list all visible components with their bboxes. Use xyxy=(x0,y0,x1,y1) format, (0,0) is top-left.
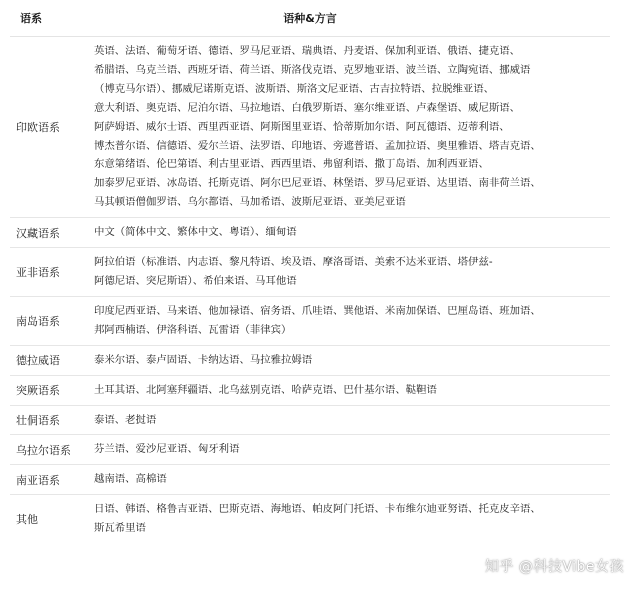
language-line: 越南语、高棉语 xyxy=(94,473,167,486)
language-family: 印欧语系 xyxy=(16,121,60,135)
language-line: 印度尼西亚语、马来语、他加禄语、宿务语、爪哇语、巽他语、米南加保语、巴厘岛语、班加语、 xyxy=(94,304,541,317)
language-line: 博杰普尔语、信德语、爱尔兰语、法罗语、印地语、旁遮普语、孟加拉语、奥里雅语、塔吉克语、 xyxy=(94,139,541,152)
language-line: 泰语、老挝语 xyxy=(94,413,157,426)
table-body xyxy=(10,37,610,543)
language-family: 突厥语系 xyxy=(16,384,60,398)
language-line: 马其顿语僧伽罗语、乌尔都语、马加希语、波斯尼亚语、亚美尼亚语 xyxy=(94,196,406,209)
language-line: 阿德尼语、突尼斯语）、希伯来语、马耳他语 xyxy=(94,274,297,287)
table-row xyxy=(10,435,610,465)
language-line: 阿萨姆语、威尔士语、西里西亚语、阿斯图里亚语、恰蒂斯加尔语、阿瓦德语、迈蒂利语、 xyxy=(94,120,510,133)
language-list xyxy=(94,37,610,217)
language-line: 意大利语、奥克语、尼泊尔语、马拉地语、白俄罗斯语、塞尔维亚语、卢森堡语、威尼斯语、 xyxy=(94,101,521,114)
language-list xyxy=(94,465,610,494)
language-line: 阿拉伯语（标准语、内志语、黎凡特语、埃及语、摩洛哥语、美索不达米亚语、塔伊兹- xyxy=(94,256,493,269)
language-family: 南亚语系 xyxy=(16,473,60,487)
watermark: 知乎 @科技Vibe女孩 xyxy=(484,559,624,575)
header-family: 语系 xyxy=(20,12,42,25)
language-line: 中文（简体中文、繁体中文、粤语）、缅甸语 xyxy=(94,226,297,239)
language-family: 乌拉尔语系 xyxy=(16,443,71,457)
language-family: 其他 xyxy=(16,513,38,527)
language-list xyxy=(94,435,610,464)
table-header xyxy=(10,0,610,37)
language-list xyxy=(94,406,610,435)
table-row xyxy=(10,218,610,248)
language-line: 芬兰语、爱沙尼亚语、匈牙利语 xyxy=(94,443,240,456)
language-line: 东意第绪语、伦巴第语、利古里亚语、西西里语、弗留利语、撒丁岛语、加利西亚语、 xyxy=(94,158,489,171)
language-list xyxy=(94,297,610,345)
language-table xyxy=(10,0,610,543)
table-row xyxy=(10,495,610,543)
language-line: （博克马尔语）、挪威尼诺斯克语、波斯语、斯洛文尼亚语、古吉拉特语、拉脱维亚语、 xyxy=(94,82,495,95)
table-row xyxy=(10,37,610,218)
table-row xyxy=(10,406,610,436)
language-family: 亚非语系 xyxy=(16,265,60,279)
table-row xyxy=(10,297,610,346)
language-line: 加泰罗尼亚语、冰岛语、托斯克语、阿尔巴尼亚语、林堡语、罗马尼亚语、达里语、南非荷兰语、 xyxy=(94,177,541,190)
language-list xyxy=(94,248,610,296)
language-list xyxy=(94,376,610,405)
language-family: 南岛语系 xyxy=(16,314,60,328)
table-row xyxy=(10,465,610,495)
language-family: 德拉威语 xyxy=(16,354,60,368)
table-row xyxy=(10,376,610,406)
header-languages: 语种&方言 xyxy=(283,12,337,25)
language-line: 英语、法语、葡萄牙语、德语、罗马尼亚语、瑞典语、丹麦语、保加利亚语、俄语、捷克语、 xyxy=(94,45,521,57)
table-row xyxy=(10,248,610,297)
language-line: 土耳其语、北阿塞拜疆语、北乌兹别克语、哈萨克语、巴什基尔语、鞑靼语 xyxy=(94,383,437,396)
language-family: 壮侗语系 xyxy=(16,413,60,427)
language-line: 希腊语、乌克兰语、西班牙语、荷兰语、斯洛伐克语、克罗地亚语、波兰语、立陶宛语、挪威语 xyxy=(94,63,531,76)
language-list xyxy=(94,218,610,247)
language-list xyxy=(94,346,610,375)
language-list xyxy=(94,495,610,543)
language-line: 斯瓦希里语 xyxy=(94,522,146,535)
language-line: 邦阿西楠语、伊洛科语、瓦雷语（菲律宾） xyxy=(94,323,292,336)
language-line: 泰米尔语、泰卢固语、卡纳达语、马拉雅拉姆语 xyxy=(94,353,313,366)
table-row xyxy=(10,346,610,376)
language-family: 汉藏语系 xyxy=(16,226,60,240)
language-line: 日语、韩语、格鲁吉亚语、巴斯克语、海地语、帕皮阿门托语、卡布维尔迪亚努语、托克皮辛语、 xyxy=(94,503,541,516)
